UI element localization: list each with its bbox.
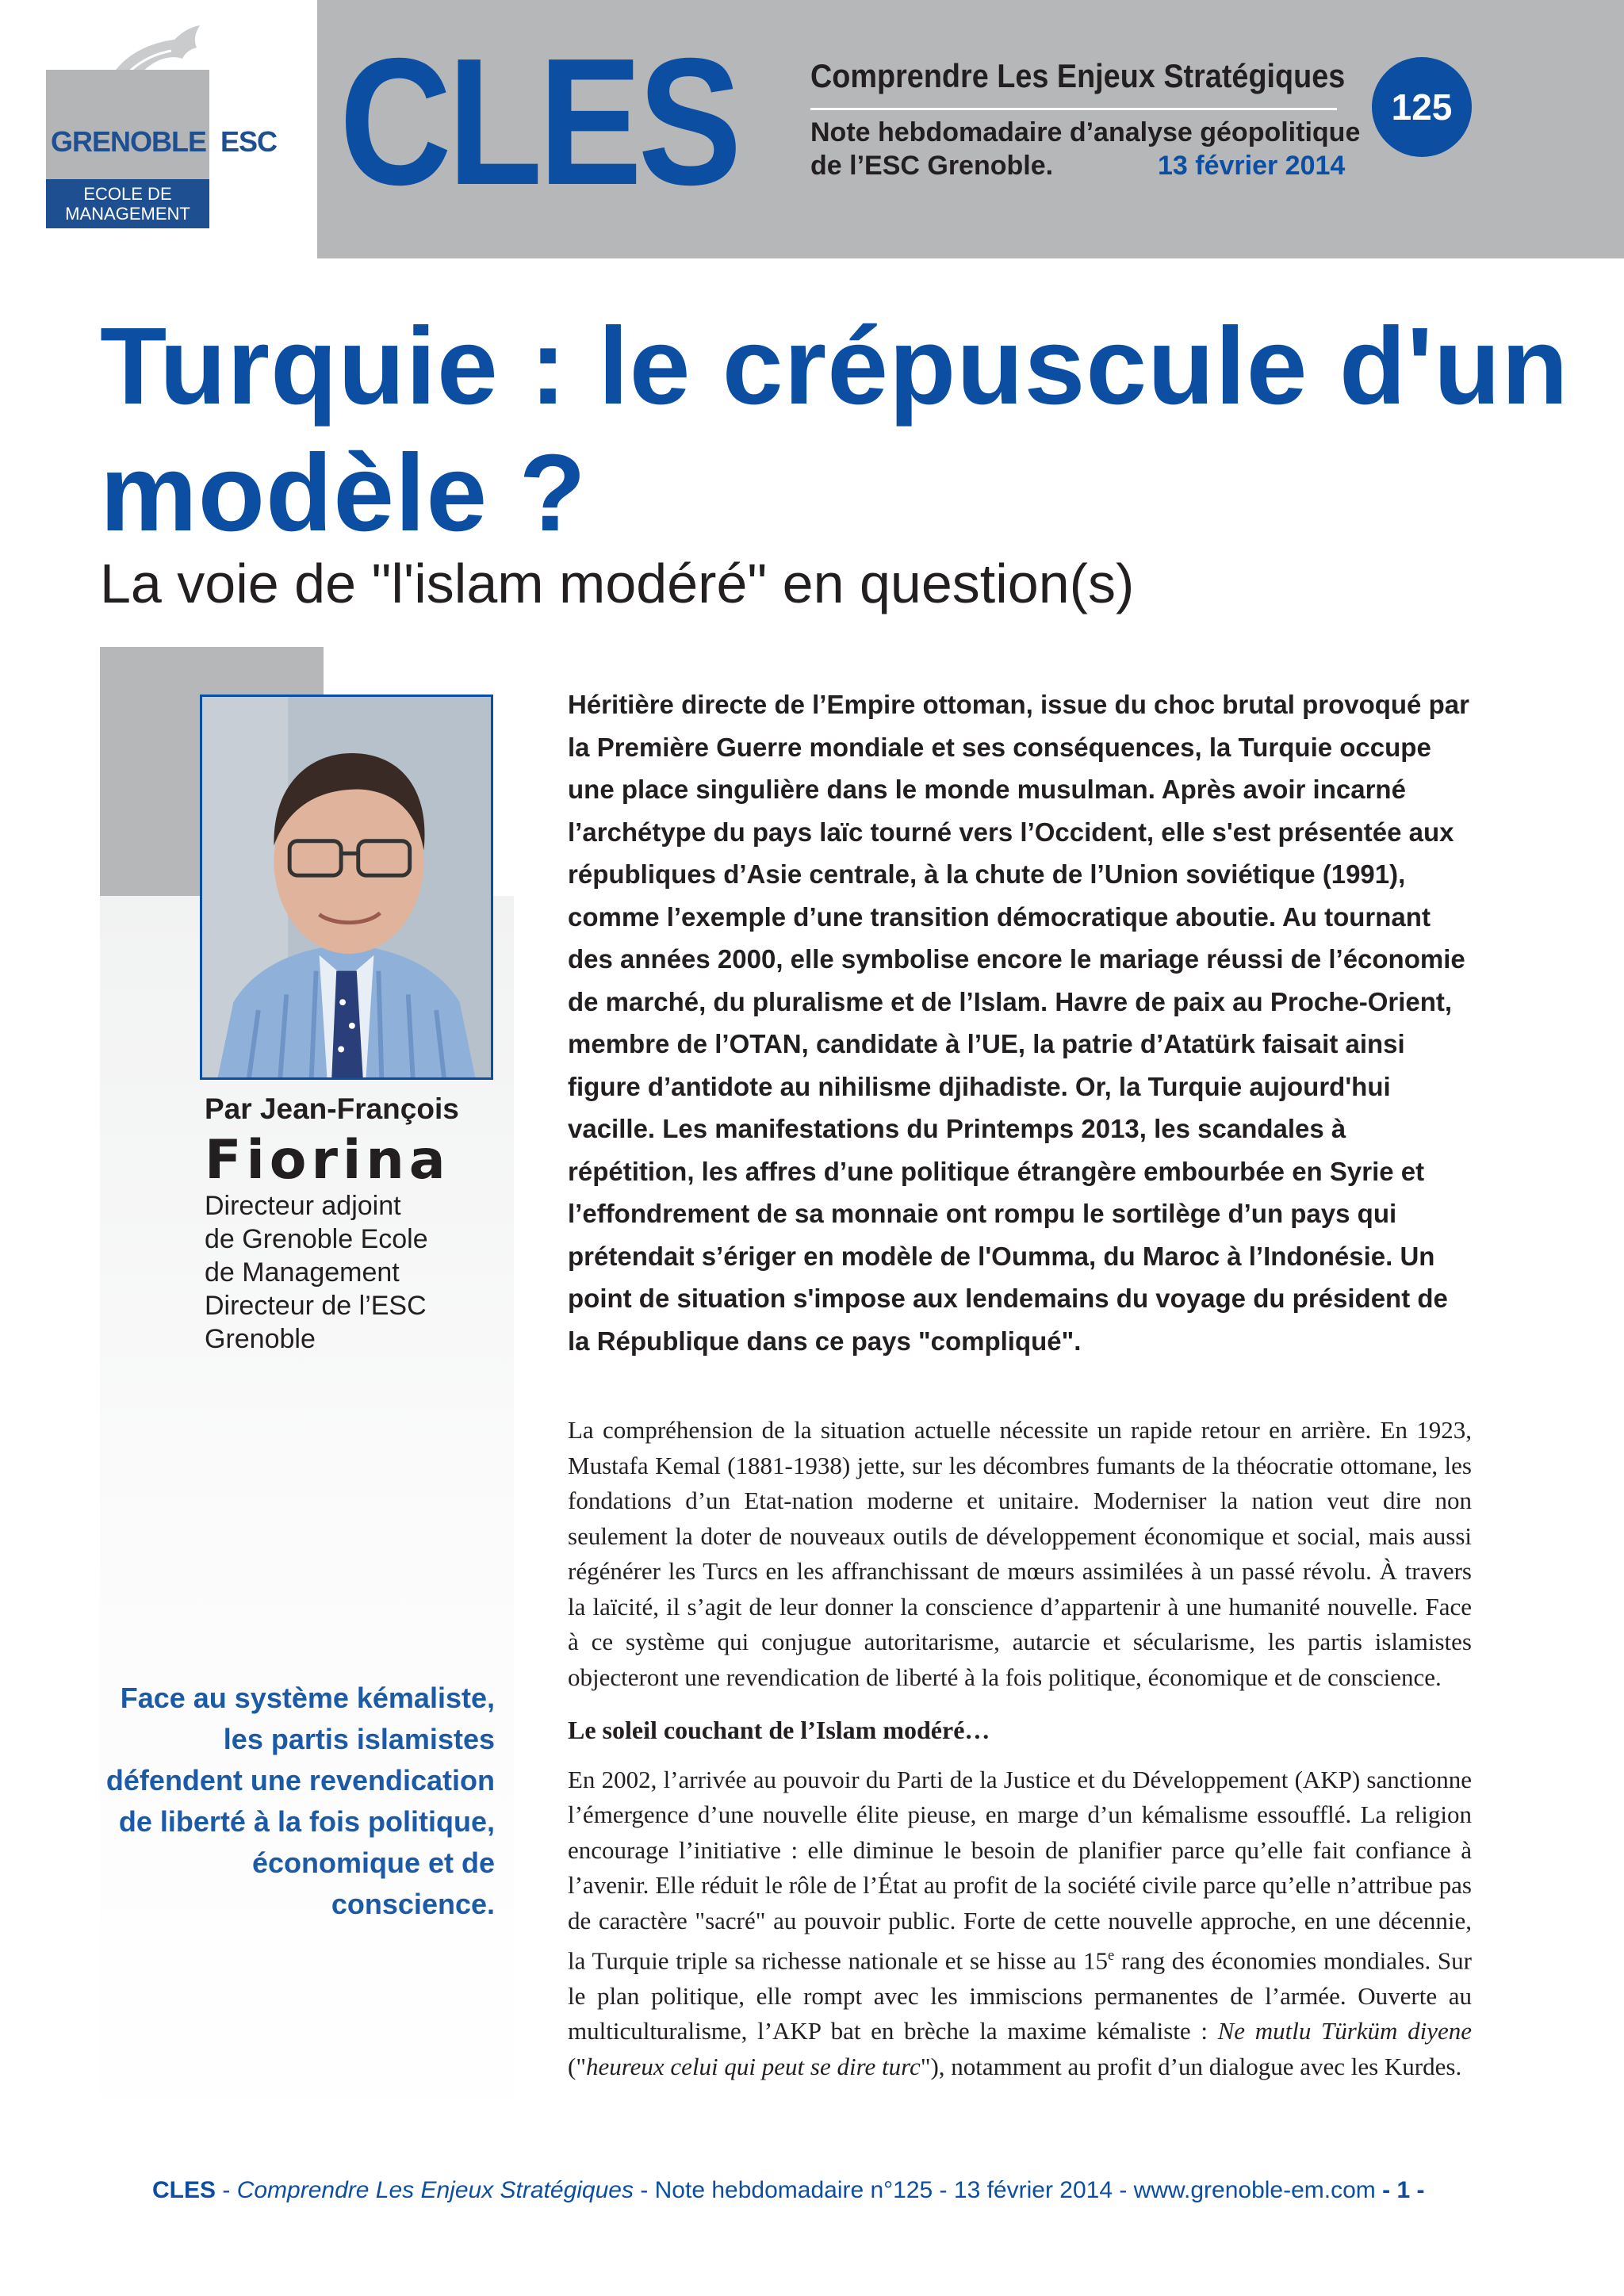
grenoble-esc-logo[interactable] (46, 24, 278, 228)
author-roles (205, 1189, 506, 1356)
author-role-line: de Grenoble Ecole (205, 1224, 428, 1254)
footer-cles: CLES (152, 2177, 216, 2203)
logo-school-line1: ECOLE DE (83, 184, 172, 204)
section-heading: Le soleil couchant de l’Islam modéré… (568, 1716, 990, 1744)
logo-school-label (46, 179, 209, 228)
author-role-line: Directeur adjoint (205, 1191, 401, 1221)
author-byline: Par Jean-François (205, 1093, 459, 1125)
pull-quote: Face au système kémaliste, les partis islamistes défendent une revendication de liberté à la fois politique, économique et de conscience. (105, 1682, 495, 1920)
footer-note: - Note hebdomadaire n°125 - 13 février 2014 - www.grenoble-em.com (633, 2177, 1383, 2203)
logo-wordmark (51, 125, 277, 159)
note-description-line1: Note hebdomadaire d’analyse géopolitique (810, 117, 1361, 147)
article-title: Turquie : le crépuscule d'un modèle ? (100, 305, 1569, 554)
author-photo (200, 695, 493, 1080)
author-portrait-image (202, 697, 491, 1077)
page-footer (152, 2177, 1424, 2204)
paragraph-text: rang des économies mondiales. Sur le plan politique, elle rompt avec les immiscions permanentes de l’armée. Ouverte au multiculturalisme, l’AKP bat en brèche la maxime kémaliste : (568, 1946, 1472, 2045)
paragraph-text: "), notamment au profit d’un dialogue avec les Kurdes. (920, 2052, 1462, 2080)
author-role-line: Directeur de l’ESC (205, 1291, 427, 1321)
logo-wordmark-right: ESC (220, 125, 278, 158)
tagline-divider (810, 108, 1337, 110)
paragraph-text: En 2002, l’arrivée au pouvoir du Parti de la Justice et du Développement (AKP) sanctionne l’émergence d’une nouvelle élite pieuse, en marge d’un kémalisme essoufflé. La religion encourage l’initiative : elle diminue le besoin de planifier parce qu’elle fait confiance à l’avenir. Elle réduit le rôle de l’État au profit de la société civile parce qu’elle n’attribue pas de caractère "sacré" au pouvoir public. Forte de cette nouvelle approche, en une décennie, la Turquie triple sa richesse nationale et se hisse au 15 (568, 1765, 1472, 1975)
turkish-quote: Ne mutlu Türküm diyene (1217, 2017, 1473, 2045)
logo-wordmark-left: GRENOBLE (51, 125, 207, 158)
author-surname: Fiorina (205, 1129, 450, 1192)
author-role-line: de Management (205, 1257, 400, 1288)
sidebar-gradient-panel (100, 896, 514, 2164)
body-paragraph: La compréhension de la situation actuelle nécessite un rapide retour en arrière. En 1923, Mustafa Kemal (1881-1938) jette, sur les décombres fumants de la théocratie ottomane, les fondations d’un Etat-nation moderne et unitaire. Moderniser la nation veut dire non seulement la doter de nouveaux outils de développement économique et social, mais aussi régénérer les Turcs en les affranchissant de mœurs assimilées à un passé révolu. À travers la laïcité, il s’agit de leur donner la conscience d’appartenir à une humanité nouvelle. Face à ce système qui conjugue autoritarisme, autarcie et sécularisme, les partis islamistes objecteront une revendication de liberté à la fois politique, économique et de conscience. (568, 1416, 1472, 1691)
issue-date: 13 février 2014 (1158, 151, 1346, 181)
paragraph-text: (" (568, 2052, 586, 2080)
note-description-line2: de l’ESC Grenoble. (810, 151, 1054, 181)
cles-tagline: Comprendre Les Enjeux Stratégiques (810, 57, 1346, 94)
body-paragraph (568, 1762, 1472, 2085)
footer-tagline: Comprendre Les Enjeux Stratégiques (236, 2177, 634, 2203)
footer-separator: - (216, 2177, 237, 2203)
author-role-line: Grenoble (205, 1324, 316, 1354)
issue-number-badge: 125 (1372, 57, 1472, 157)
ordinal-superscript: e (1108, 1947, 1115, 1964)
cles-title: CLES (339, 21, 738, 223)
footer-page-number: - 1 - (1382, 2177, 1425, 2203)
lead-paragraph: Héritière directe de l’Empire ottoman, issue du choc brutal provoqué par la Première Guerre mondiale et ses conséquences, la Turquie occupe une place singulière dans le monde musulman. Après avoir incarné l’archétype du pays laïc tourné vers l’Occident, elle s'est présentée aux républiques d’Asie centrale, à la chute de l’Union soviétique (1991), comme l’exemple d’une transition démocratique aboutie. Au tournant des années 2000, elle symbolise encore le mariage réussi de l’économie de marché, du pluralisme et de l’Islam. Havre de paix au Proche-Orient, membre de l’OTAN, candidate à l’UE, la patrie d’Atatürk faisait ainsi figure d’antidote au nihilisme djihadiste. Or, la Turquie aujourd'hui vacille. Les manifestations du Printemps 2013, les scandales à répétition, les affres d’une politique étrangère embourbée en Syrie et l’effondrement de sa monnaie ont rompu le sortilège d’un pays qui prétendait s’ériger en modèle de l'Oumma, du Maroc à l’Indonésie. Un point de situation s'impose aux lendemains du voyage du président de la République dans ce pays "compliqué". (568, 690, 1469, 1356)
quote-translation: heureux celui qui peut se dire turc (585, 2052, 921, 2080)
article-body (568, 1413, 1472, 2102)
article-subtitle: La voie de "l'islam modéré" en question(s) (100, 553, 1135, 614)
logo-school-line2: MANAGEMENT (65, 204, 190, 224)
